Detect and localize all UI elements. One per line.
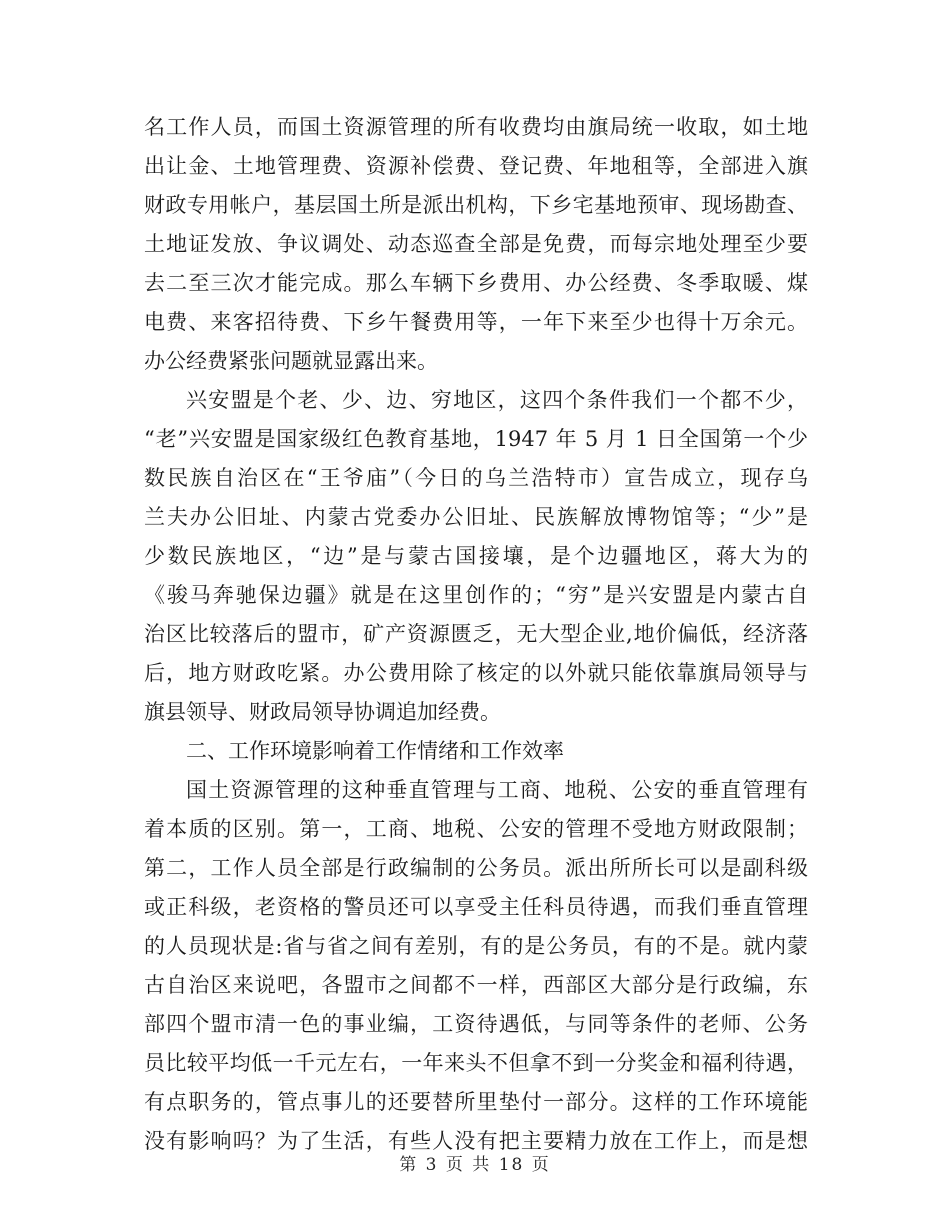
paragraph [144,732,808,771]
text-line: 第二，工作人员全部是行政编制的公务员。派出所所长可以是副科级 [144,856,808,880]
text-line: 《骏马奔驰保边疆》就是在这里创作的；“穷”是兴安盟是内蒙古自 [144,583,808,607]
text-line: 出让金、土地管理费、资源补偿费、登记费、年地租等，全部进入旗 [144,154,808,178]
text-line: 员比较平均低一千元左右，一年来头不但拿不到一分奖金和福利待遇， [144,1051,808,1075]
text-line: 治区比较落后的盟市，矿产资源匮乏，无大型企业,地价偏低，经济落 [144,622,808,646]
text-line: 二、工作环境影响着工作情绪和工作效率 [186,739,564,763]
text-line: 财政专用帐户，基层国土所是派出机构，下乡宅基地预审、现场勘查、 [144,193,808,217]
text-line: 古自治区来说吧，各盟市之间都不一样，西部区大部分是行政编，东 [144,973,808,997]
page-footer: 第 3 页 共 18 页 [399,1155,551,1175]
paragraph [144,108,808,381]
paragraph [144,771,808,1161]
text-line: 部四个盟市清一色的事业编，工资待遇低，与同等条件的老师、公务 [144,1012,808,1036]
text-line: 旗县领导、财政局领导协调追加经费。 [144,700,501,724]
text-line: 的人员现状是:省与省之间有差别，有的是公务员，有的不是。就内蒙 [144,934,808,958]
text-line: 后，地方财政吃紧。办公费用除了核定的以外就只能依靠旗局领导与 [144,661,808,685]
text-line: “老”兴安盟是国家级红色教育基地，1947 年 5 月 1 日全国第一个少 [144,427,808,451]
text-line: 名工作人员，而国土资源管理的所有收费均由旗局统一收取，如土地 [144,115,808,139]
text-line: 少数民族地区，“边”是与蒙古国接壤，是个边疆地区，蒋大为的 [144,544,808,568]
text-line: 兴安盟是个老、少、边、穷地区，这四个条件我们一个都不少， [186,388,808,412]
text-line: 土地证发放、争议调处、动态巡查全部是免费，而每宗地处理至少要 [144,232,808,256]
text-line: 国土资源管理的这种垂直管理与工商、地税、公安的垂直管理有 [186,778,808,802]
document-body [144,108,808,1161]
text-line: 没有影响吗？为了生活，有些人没有把主要精力放在工作上，而是想 [144,1129,808,1153]
text-line: 有点职务的，管点事儿的还要替所里垫付一部分。这样的工作环境能 [144,1090,808,1114]
paragraph [144,381,808,732]
text-line: 着本质的区别。第一，工商、地税、公安的管理不受地方财政限制； [144,817,808,841]
text-line: 兰夫办公旧址、内蒙古党委办公旧址、民族解放博物馆等；“少”是 [144,505,808,529]
text-line: 办公经费紧张问题就显露出来。 [144,349,438,373]
text-line: 数民族自治区在“王爷庙”（今日的乌兰浩特市）宣告成立，现存乌 [144,466,808,490]
text-line: 去二至三次才能完成。那么车辆下乡费用、办公经费、冬季取暖、煤 [144,271,808,295]
text-line: 或正科级，老资格的警员还可以享受主任科员待遇，而我们垂直管理 [144,895,808,919]
text-line: 电费、来客招待费、下乡午餐费用等，一年下来至少也得十万余元。 [144,310,808,334]
